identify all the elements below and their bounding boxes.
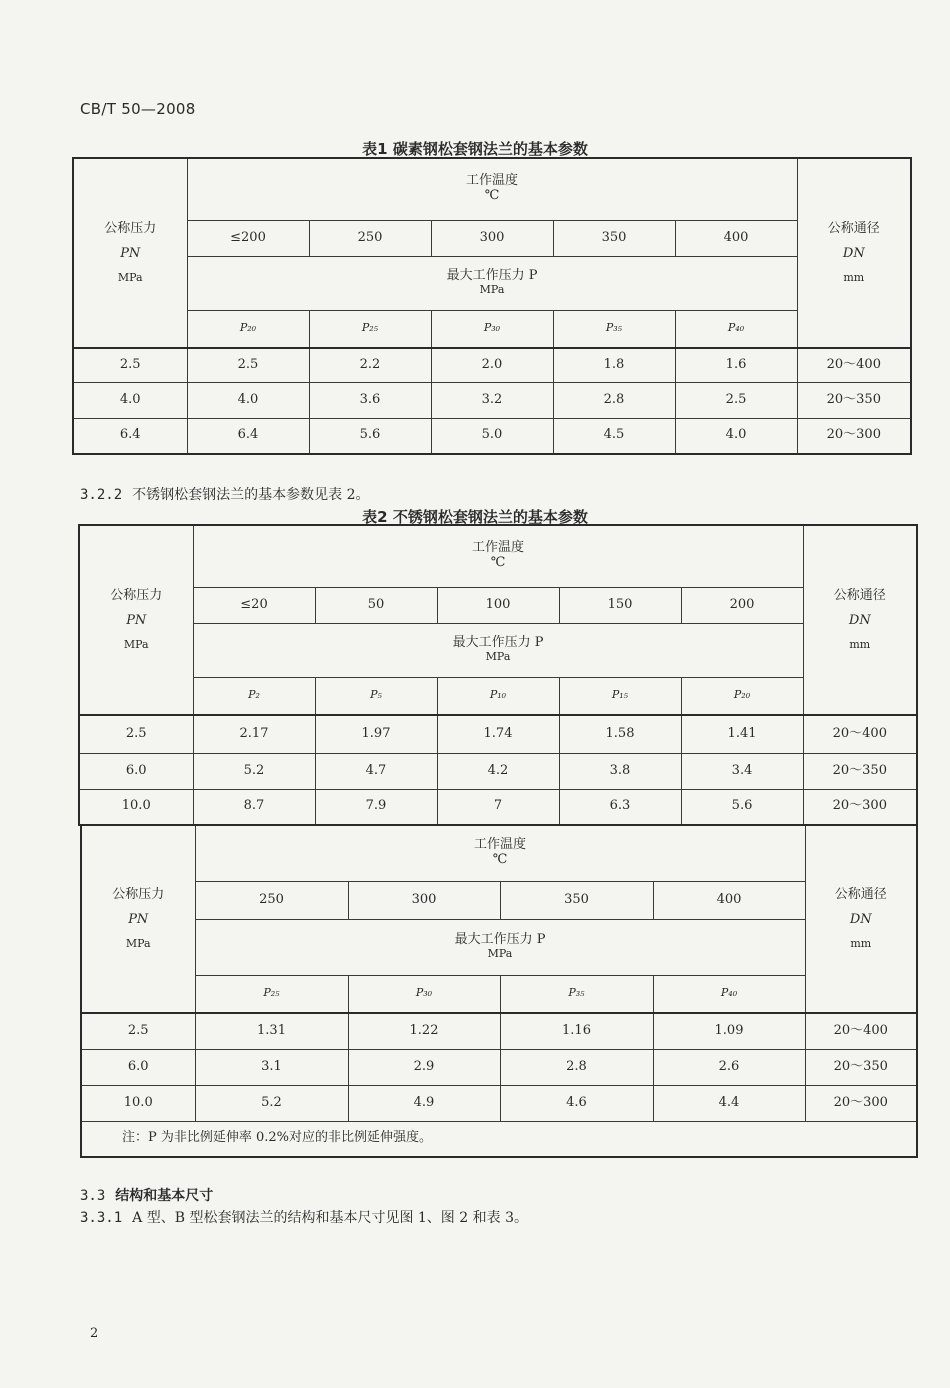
value-cell: 2.6	[653, 1049, 805, 1085]
value-cell: 2.2	[309, 348, 431, 382]
value-cell: 2.5	[187, 348, 309, 382]
p-symbol: P₄₀	[653, 975, 805, 1013]
value-cell: 4.9	[348, 1085, 500, 1121]
table2	[78, 524, 918, 826]
table1-caption: 表1 碳素钢松套钢法兰的基本参数	[362, 140, 588, 158]
temp-cell: 200	[681, 587, 803, 623]
value-cell: 5.6	[309, 418, 431, 454]
dn-header-title: 公称通径	[834, 886, 887, 902]
dn-cell: 20～350	[797, 382, 911, 418]
pn-header	[81, 825, 195, 1013]
p-symbol: P₃₀	[348, 975, 500, 1013]
temp-header-title: 工作温度	[472, 540, 525, 556]
table-row	[79, 753, 917, 789]
dn-cell: 20～350	[805, 1049, 917, 1085]
temp-cell: 250	[309, 220, 431, 256]
value-cell: 1.8	[553, 348, 675, 382]
section-3-2-2	[80, 484, 370, 504]
table-row	[79, 715, 917, 753]
pn-header-title: 公称压力	[110, 587, 163, 603]
pressure-header-title: 最大工作压力 P	[454, 932, 546, 948]
p-symbol: P₁₀	[437, 677, 559, 715]
p-symbol: P₂₀	[187, 310, 309, 348]
dn-header-title: 公称通径	[827, 220, 880, 236]
document-code: CB/T 50—2008	[80, 100, 196, 118]
table2-caption: 表2 不锈钢松套钢法兰的基本参数	[362, 508, 588, 526]
temp-cell: 100	[437, 587, 559, 623]
value-cell: 1.97	[315, 715, 437, 753]
dn-header-symbol: DN	[849, 911, 872, 927]
table-row	[81, 1013, 917, 1049]
dn-header-unit: mm	[843, 270, 865, 284]
temp-cell: 150	[559, 587, 681, 623]
value-cell: 3.8	[559, 753, 681, 789]
p-symbol: P₂₅	[195, 975, 348, 1013]
pn-header-symbol: PN	[128, 911, 149, 927]
value-cell: 8.7	[193, 789, 315, 825]
value-cell: 5.6	[681, 789, 803, 825]
temp-header-unit: ℃	[484, 188, 500, 204]
value-cell: 1.22	[348, 1013, 500, 1049]
value-cell: 2.5	[675, 382, 797, 418]
value-cell: 4.5	[553, 418, 675, 454]
temp-cell: 350	[553, 220, 675, 256]
p-symbol: P₁₅	[559, 677, 681, 715]
value-cell: 7.9	[315, 789, 437, 825]
dn-header	[803, 525, 917, 715]
dn-header-unit: mm	[849, 637, 871, 651]
value-cell: 2.8	[500, 1049, 653, 1085]
value-cell: 4.6	[500, 1085, 653, 1121]
value-cell: 5.2	[193, 753, 315, 789]
pn-header	[73, 158, 187, 348]
table2-part2	[80, 824, 918, 1158]
dn-cell: 20～350	[803, 753, 917, 789]
pn-cell: 2.5	[79, 715, 193, 753]
pn-header-symbol: PN	[120, 245, 141, 261]
temp-cell: ≤20	[193, 587, 315, 623]
temp-cell: 250	[195, 881, 348, 919]
pressure-header	[187, 256, 797, 310]
pn-header-symbol: PN	[126, 612, 147, 628]
temp-header	[195, 825, 805, 881]
pressure-header-unit: MPa	[487, 947, 513, 961]
pn-header-unit: MPa	[123, 637, 149, 651]
value-cell: 4.0	[187, 382, 309, 418]
value-cell: 3.4	[681, 753, 803, 789]
pn-cell: 6.4	[73, 418, 187, 454]
p-symbol: P₃₅	[553, 310, 675, 348]
section-number: 3.3.1	[80, 1210, 123, 1226]
value-cell: 5.2	[195, 1085, 348, 1121]
value-cell: 1.58	[559, 715, 681, 753]
value-cell: 3.1	[195, 1049, 348, 1085]
pressure-header-unit: MPa	[485, 650, 511, 664]
pn-cell: 2.5	[81, 1013, 195, 1049]
value-cell: 2.9	[348, 1049, 500, 1085]
pressure-header-title: 最大工作压力 P	[452, 635, 544, 651]
section-3-3	[80, 1185, 213, 1205]
dn-header-unit: mm	[850, 936, 872, 950]
temp-cell: 300	[431, 220, 553, 256]
section-number: 3.2.2	[80, 487, 123, 503]
dn-header-symbol: DN	[842, 245, 865, 261]
table-note: 注：P 为非比例延伸率 0.2%对应的非比例延伸强度。	[81, 1121, 917, 1157]
section-number: 3.3	[80, 1188, 106, 1204]
table-row	[73, 418, 911, 454]
dn-cell: 20～300	[805, 1085, 917, 1121]
temp-header	[187, 158, 797, 220]
pn-cell: 6.0	[79, 753, 193, 789]
value-cell: 1.41	[681, 715, 803, 753]
pn-cell: 4.0	[73, 382, 187, 418]
p-symbol: P₃₀	[431, 310, 553, 348]
pn-cell: 10.0	[79, 789, 193, 825]
temp-cell: 400	[675, 220, 797, 256]
pressure-header-title: 最大工作压力 P	[446, 268, 538, 284]
table-row	[81, 1085, 917, 1121]
dn-cell: 20～400	[805, 1013, 917, 1049]
pn-header-title: 公称压力	[104, 220, 157, 236]
temp-header-title: 工作温度	[474, 837, 527, 853]
dn-cell: 20～300	[803, 789, 917, 825]
value-cell: 7	[437, 789, 559, 825]
temp-header-title: 工作温度	[466, 173, 519, 189]
p-symbol: P₅	[315, 677, 437, 715]
value-cell: 2.17	[193, 715, 315, 753]
temp-cell: 350	[500, 881, 653, 919]
section-3-3-1	[80, 1207, 528, 1227]
temp-header-unit: ℃	[492, 852, 508, 868]
value-cell: 2.0	[431, 348, 553, 382]
temp-cell: 50	[315, 587, 437, 623]
value-cell: 1.16	[500, 1013, 653, 1049]
section-text: A 型、B 型松套钢法兰的结构和基本尺寸见图 1、图 2 和表 3。	[132, 1210, 528, 1226]
p-symbol: P₄₀	[675, 310, 797, 348]
pn-header-unit: MPa	[117, 270, 143, 284]
temp-cell: 300	[348, 881, 500, 919]
table-row	[73, 348, 911, 382]
value-cell: 4.2	[437, 753, 559, 789]
page-number: 2	[90, 1326, 99, 1341]
pressure-header	[195, 919, 805, 975]
dn-header	[805, 825, 917, 1013]
temp-cell: 400	[653, 881, 805, 919]
value-cell: 3.2	[431, 382, 553, 418]
value-cell: 6.4	[187, 418, 309, 454]
value-cell: 4.4	[653, 1085, 805, 1121]
table-row	[79, 789, 917, 825]
value-cell: 4.7	[315, 753, 437, 789]
value-cell: 2.8	[553, 382, 675, 418]
pressure-header	[193, 623, 803, 677]
value-cell: 3.6	[309, 382, 431, 418]
value-cell: 1.6	[675, 348, 797, 382]
dn-header-symbol: DN	[848, 612, 871, 628]
dn-cell: 20～400	[803, 715, 917, 753]
section-text: 不锈钢松套钢法兰的基本参数见表 2。	[132, 487, 370, 503]
value-cell: 6.3	[559, 789, 681, 825]
value-cell: 4.0	[675, 418, 797, 454]
table1	[72, 157, 912, 455]
pn-header	[79, 525, 193, 715]
value-cell: 1.09	[653, 1013, 805, 1049]
dn-header	[797, 158, 911, 348]
pressure-header-unit: MPa	[479, 283, 505, 297]
dn-cell: 20～300	[797, 418, 911, 454]
value-cell: 1.31	[195, 1013, 348, 1049]
temp-header	[193, 525, 803, 587]
table-row	[73, 382, 911, 418]
pn-cell: 2.5	[73, 348, 187, 382]
value-cell: 5.0	[431, 418, 553, 454]
pn-cell: 6.0	[81, 1049, 195, 1085]
value-cell: 1.74	[437, 715, 559, 753]
pn-header-unit: MPa	[125, 936, 151, 950]
pn-header-title: 公称压力	[112, 886, 165, 902]
p-symbol: P₃₅	[500, 975, 653, 1013]
dn-header-title: 公称通径	[833, 587, 886, 603]
p-symbol: P₂₀	[681, 677, 803, 715]
dn-cell: 20～400	[797, 348, 911, 382]
section-heading: 结构和基本尺寸	[115, 1188, 214, 1204]
p-symbol: P₂	[193, 677, 315, 715]
temp-header-unit: ℃	[490, 555, 506, 571]
p-symbol: P₂₅	[309, 310, 431, 348]
pn-cell: 10.0	[81, 1085, 195, 1121]
temp-cell: ≤200	[187, 220, 309, 256]
table-row	[81, 1049, 917, 1085]
